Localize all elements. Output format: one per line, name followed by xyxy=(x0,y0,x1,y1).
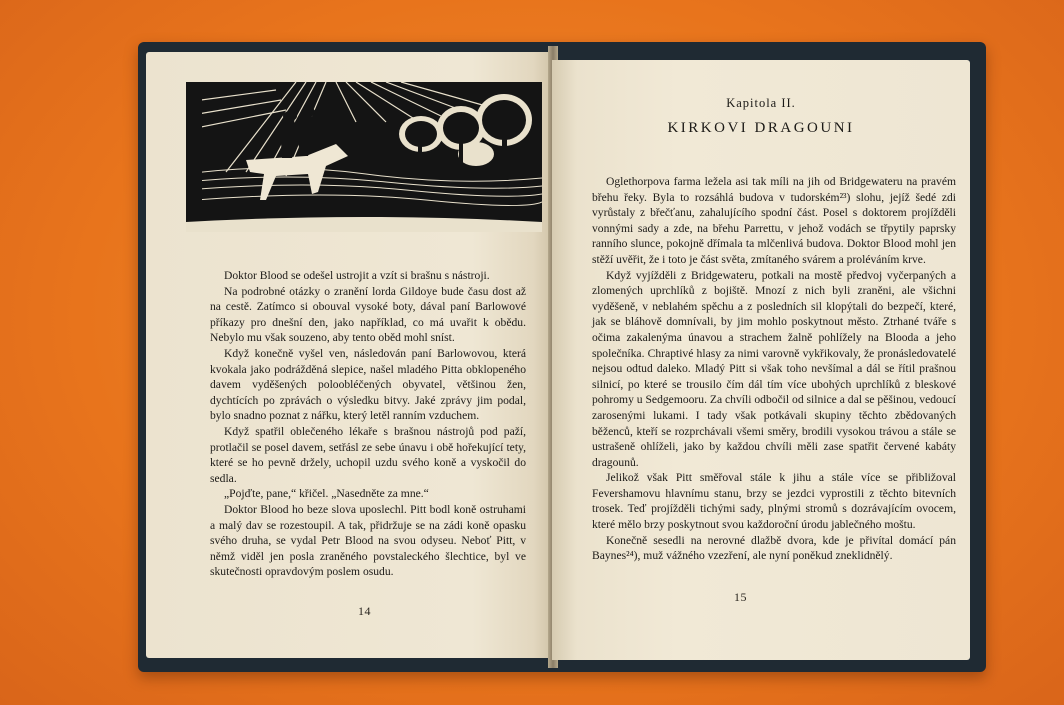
woodcut-illustration xyxy=(186,82,542,232)
paragraph: Doktor Blood se odešel ustrojit a vzít si brašnu s nástroji. xyxy=(224,269,490,282)
paragraph: Jelikož však Pitt směřoval stále k jihu a stále více se přibližoval Fevershamovu hlavnímu stanu, brzy se jezdci vyprostili z těchto bitevních trosek. Teď projížděli tichými sady, plnými stromů s dozrávajícím ovocem, které mělo brzy poskytnout svou každoroční úrodu jablečného moštu. xyxy=(592,471,956,532)
chapter-label: Kapitola II. xyxy=(726,96,796,110)
paragraph: „Pojďte, pane,“ křičel. „Nasedněte za mne.“ xyxy=(224,487,429,501)
right-page xyxy=(552,60,970,660)
paragraph: Doktor Blood ho beze slova uposlechl. Pitt bodl koně ostruhami a malý dav se rozestoupil. A tak, přidržuje se na zádi koně opasku svého druha, se vydal Petr Blood na svou odyseu. Neboť Pitt, v němž viděl jen posla zraněného povstaleckého šlechtice, byl ve skutečnosti opravdovým poslem osudu. xyxy=(210,502,526,579)
open-book xyxy=(138,42,986,672)
paragraph: Když vyjížděli z Bridgewateru, potkali na mostě předvoj vyčerpaných a zlomených uprchlíků z bojiště. Mnozí z nich byli zraněni, ale všichni vyděšeně, v neblahém spěchu a z posledních sil klopýtali do bezpečí, které, jak se bláhově domnívali, by jim mohlo poskytnout město. Ztrhané tváře s očima zakalenýma únavou a strachem žalně pohlížely na Blooda a jeho společníka. Chraptivé hlasy za nimi varovně vykřikovaly, že pronásledovatelé nejsou odtud daleko. Mladý Pitt si však toho nevšímal a dál se řítil prašnou silnicí, po které se trousilo čím dál tím více ubohých uprchlíků z bleskové pohromy u Sedgemooru. Za chvíli odbočil od silnice a dal se pěšinou, vedoucí zarosenými lukami. I tady však potkávali skupiny těchto zbědovaných běženců, kteří se rozprchávali všemi směry, brodili vysokou trávou a stále se ustrašeně ohlíželi, jako by každou chvíli měli zase spatřit červené kabáty dragounů. xyxy=(592,268,956,469)
page-number: 14 xyxy=(358,604,371,618)
right-page-text xyxy=(592,174,956,564)
paragraph: Oglethorpova farma ležela asi tak míli na jih od Bridgewateru na pravém břehu řeky. Byla to rozsáhlá budova v tudorském²³) slohu, jejíž šedé zdi vyrůstaly z břečťanu, zahalujícího spodní část. Posel s doktorem projížděli vonnými sady a zde, na břehu Parrettu, v jehož vodách se třpytily paprsky ranního slunce, pokojně dřímala ta mlčenlivá budova. Doktor Blood mohl jen stěží uvěřit, že i toto je část světa, zmítaného svárem a proléváním krve. xyxy=(592,175,956,266)
paragraph: Na podrobné otázky o zranění lorda Gildoye bude času dost až na cestě. Zatímco si obouval vysoké boty, dával paní Barlowové příkazy pro dnešní den, jako například, co má uvařit k obědu. Nebylo mu však souzeno, aby tento oběd mohl sníst. xyxy=(210,284,526,345)
left-page xyxy=(146,52,554,658)
left-page-text xyxy=(210,268,526,580)
chapter-title: KIRKOVI DRAGOUNI xyxy=(667,120,855,136)
paragraph: Když spatřil oblečeného lékaře s brašnou nástrojů pod paží, protlačil se posel davem, setřásl ze sebe únavu i obě hořekující tety, které se ho pevně držely, uchopil uzdu svého koně a vyskočil do sedla. xyxy=(210,424,526,485)
riders-on-horse-illustration xyxy=(186,82,542,232)
page-number: 15 xyxy=(734,590,747,604)
paragraph: Konečně sesedli na nerovné dlažbě dvora, kde je přivítal domácí pán Baynes²⁴), muž vážného vzezření, ale nyní poněkud zneklidnělý. xyxy=(592,533,956,563)
paragraph: Když konečně vyšel ven, následován paní Barlowovou, která kvokala jako podrážděná slepice, našel mladého Pitta obklopeného davem vyděšených poloobléčených obyvatel, většinou žen, dychtících po zprávách o výsledku bitvy. Jaké zprávy jim podal, bylo snadno poznat z nářku, který letěl ranním vzduchem. xyxy=(210,346,526,423)
